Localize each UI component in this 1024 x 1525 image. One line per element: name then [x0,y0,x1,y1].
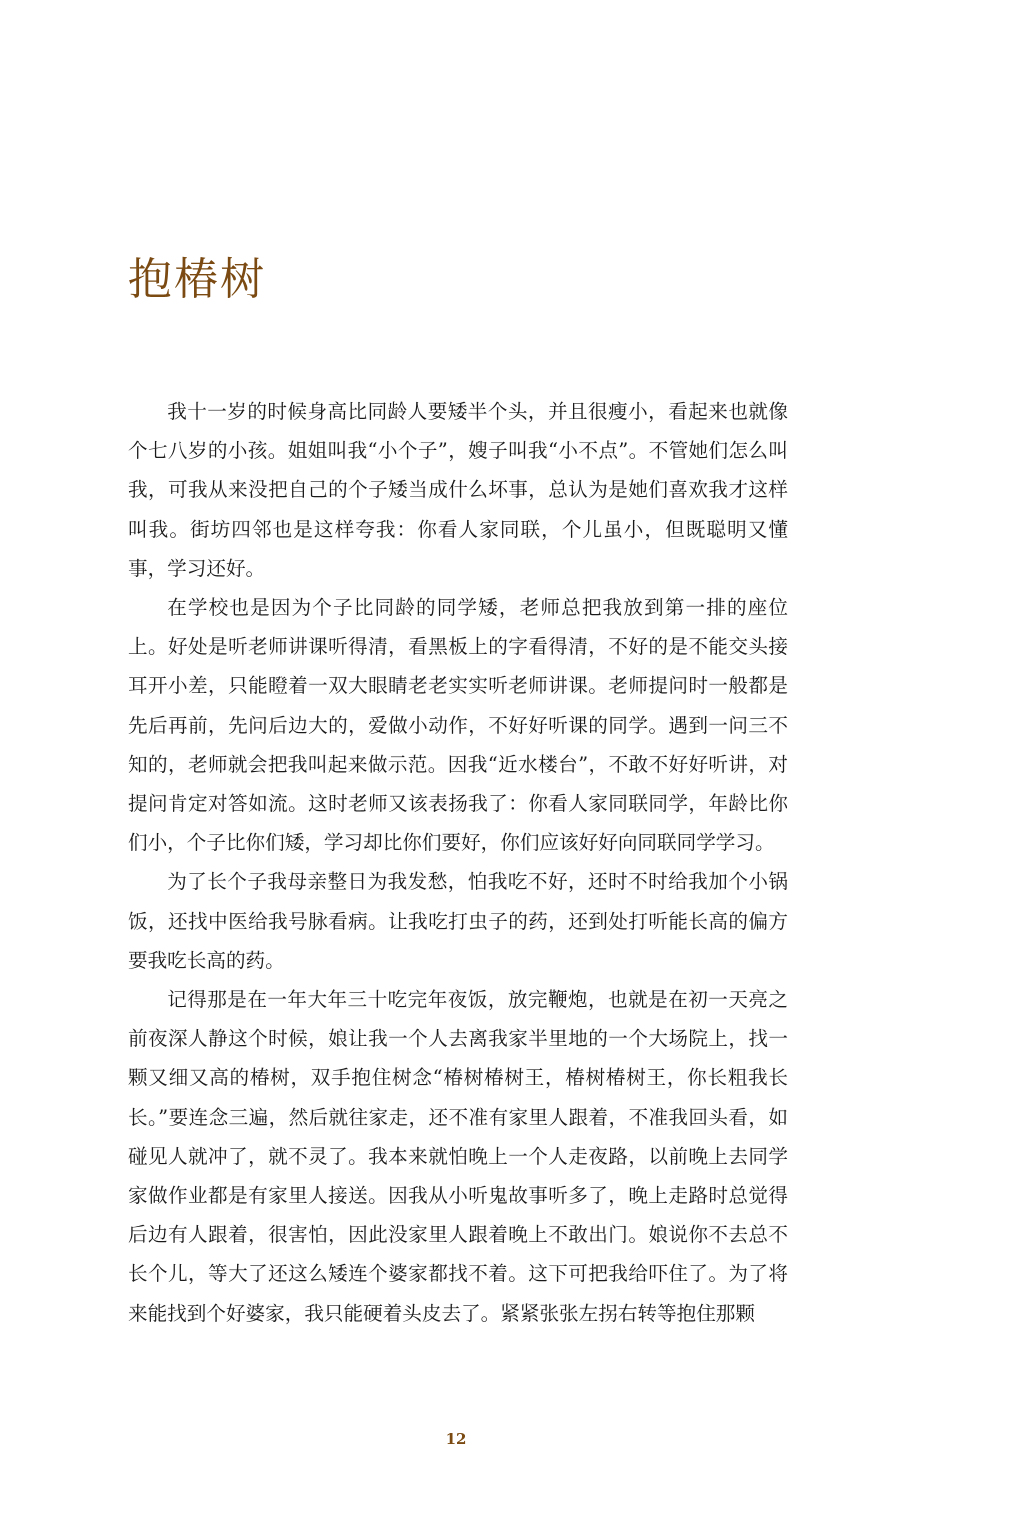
paragraph-1: 我十一岁的时候身高比同龄人要矮半个头，并且很瘦小，看起来也就像个七八岁的小孩。姐姐叫我“小个子”，嫂子叫我“小不点”。不管她们怎么叫我，可我从来没把自己的个子矮当成什么坏事，总认为是她们喜欢我才这样叫我。街坊四邻也是这样夸我：你看人家同联，个儿虽小，但既聪明又懂事，学习还好。 [128,400,788,580]
paragraph-2: 在学校也是因为个子比同龄的同学矮，老师总把我放到第一排的座位上。好处是听老师讲课听得清，看黑板上的字看得清，不好的是不能交头接耳开小差，只能瞪着一双大眼睛老老实实听老师讲课。老师提问时一般都是先后再前，先问后边大的，爱做小动作，不好好听课的同学。遇到一问三不知的，老师就会把我叫起来做示范。因我“近水楼台”，不敢不好好听讲，对提问肯定对答如流。这时老师又该表扬我了：你看人家同联同学，年龄比你们小，个子比你们矮，学习却比你们要好，你们应该好好向同联同学学习。 [128,596,788,855]
page-number: 12 [445,1430,467,1448]
body-text [128,392,788,1333]
paragraph-4: 记得那是在一年大年三十吃完年夜饭，放完鞭炮，也就是在初一天亮之前夜深人静这个时候，娘让我一个人去离我家半里地的一个大场院上，找一颗又细又高的椿树，双手抱住树念“椿树椿树王，椿树椿树王，你长粗我长长。”要连念三遍，然后就往家走，还不准有家里人跟着，不准我回头看，如碰见人就冲了，就不灵了。我本来就怕晚上一个人走夜路，以前晚上去同学家做作业都是有家里人接送。因我从小听鬼故事听多了，晚上走路时总觉得后边有人跟着，很害怕，因此没家里人跟着晚上不敢出门。娘说你不去总不长个儿，等大了还这么矮连个婆家都找不着。这下可把我给吓住了。为了将来能找到个好婆家，我只能硬着头皮去了。紧紧张张左拐右转等抱住那颗 [128,988,788,1325]
chapter-title: 抱椿树 [128,254,266,305]
paragraph-3: 为了长个子我母亲整日为我发愁，怕我吃不好，还时不时给我加个小锅饭，还找中医给我号脉看病。让我吃打虫子的药，还到处打听能长高的偏方要我吃长高的药。 [128,870,788,972]
